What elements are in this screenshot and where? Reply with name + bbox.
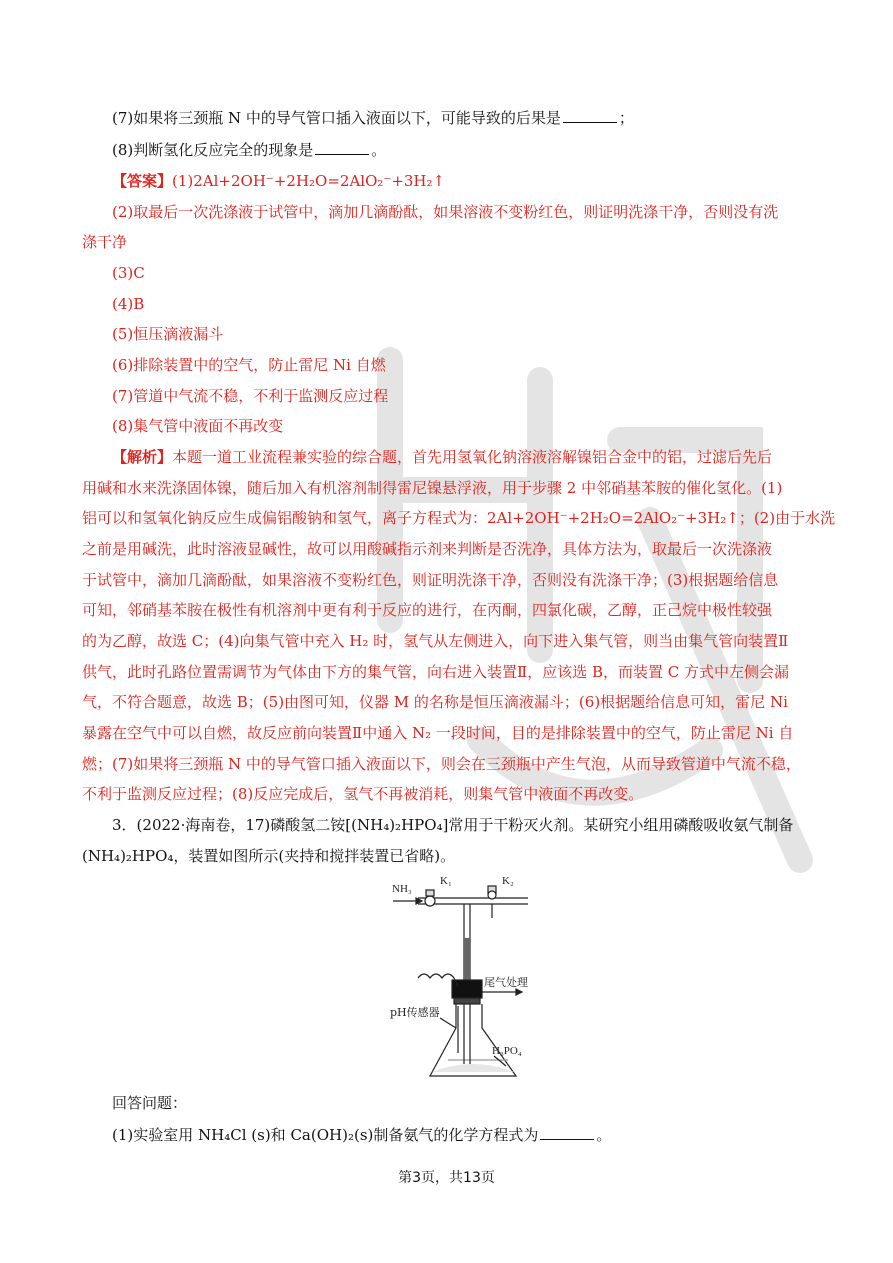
question-7-end: ； [618, 109, 634, 127]
analysis-line-1 [112, 446, 772, 468]
h3po4-label: H₃PO₄ [492, 1045, 522, 1057]
answer-6: (6)排除装置中的空气，防止雷尼 Ni 自燃 [112, 356, 386, 374]
answer-3: (3)C [112, 264, 145, 282]
answer-4: (4)B [112, 295, 145, 313]
ph-sensor-label: pH传感器 [390, 1006, 440, 1019]
analysis-line-8: 供气，此时孔路位置需调节为气体由下方的集气管，向右进入装置Ⅱ，应该选 B，而装置 C 方式中左侧会漏 [82, 663, 790, 681]
question-8-text: (8)判断氢化反应完全的现象是 [112, 141, 314, 159]
answer-line-1 [112, 170, 445, 192]
page-footer: 第3页，共13页 [398, 1170, 495, 1186]
analysis-line-7: 的为乙醇，故选 C；(4)向集气管中充入 H₂ 时，氢气从左侧进入，向下进入集气管，则当由集气管向装置Ⅱ [82, 632, 789, 650]
answer-5: (5)恒压滴液漏斗 [112, 325, 224, 343]
k2-label: K₂ [502, 875, 514, 887]
answer-7: (7)管道中气流不稳，不利于监测反应过程 [112, 387, 389, 405]
sub-question-1-text: (1)实验室用 NH₄Cl (s)和 Ca(OH)₂(s)制备氨气的化学方程式为 [112, 1126, 539, 1144]
sub-question-1-end: 。 [596, 1126, 612, 1144]
analysis-line-2: 用碱和水来洗涤固体镍，随后加入有机溶剂制得雷尼镍悬浮液，用于步骤 2 中邻硝基苯胺的催化氢化。(1) [82, 479, 783, 497]
tail-gas-label: 尾气处理 [484, 976, 528, 989]
nh3-label: NH₃ [392, 883, 412, 895]
analysis-line-4: 之前是用碱洗，此时溶液显碱性，故可以用酸碱指示剂来判断是否洗净，具体方法为，取最后一次洗涤液 [82, 540, 773, 558]
question-8 [112, 139, 386, 161]
answer-prompt: 回答问题： [112, 1094, 188, 1112]
analysis-line-5: 于试管中，滴加几滴酚酞，如果溶液不变粉红色，则证明洗涤干净，否则没有洗涤干净；(3)根据题给信息 [82, 571, 779, 589]
question-7-text: (7)如果将三颈瓶 N 中的导气管口插入液面以下，可能导致的后果是 [112, 109, 561, 127]
question-7 [112, 107, 634, 129]
analysis-line-10: 暴露在空气中可以自燃，故反应前向装置Ⅱ中通入 N₂ 一段时间，目的是排除装置中的空气，防止雷尼 Ni 自 [82, 724, 794, 742]
analysis-line-6: 可知，邻硝基苯胺在极性有机溶剂中更有利于反应的进行，在丙酮，四氯化碳，乙醇，正己烷中极性较强 [82, 601, 773, 619]
analysis-line-12: 不利于监测反应过程；(8)反应完成后，氢气不再被消耗，则集气管中液面不再改变。 [82, 785, 644, 803]
k1-label: K₁ [440, 875, 452, 887]
question-3-line-2: (NH₄)₂HPO₄，装置如图所示(夹持和搅拌装置已省略)。 [82, 847, 456, 865]
analysis-text: 本题一道工业流程兼实验的综合题，首先用氢氧化钠溶液溶解镍铝合金中的铝，过滤后先后 [172, 448, 773, 466]
sub-question-1 [112, 1124, 611, 1146]
answer-1: (1)2Al+2OH⁻+2H₂O=2AlO₂⁻+3H₂↑ [172, 172, 446, 190]
question-8-end: 。 [371, 141, 387, 159]
answer-blank [540, 1125, 594, 1140]
analysis-line-11: 燃；(7)如果将三颈瓶 N 中的导气管口插入液面以下，则会在三颈瓶中产生气泡，从而导致管道中气流不稳， [82, 755, 801, 773]
answer-2-line-1: (2)取最后一次洗涤液于试管中，滴加几滴酚酞，如果溶液不变粉红色，则证明洗涤干净，否则没有洗 [112, 203, 779, 221]
analysis-line-3: 铝可以和氢氧化钠反应生成偏铝酸钠和氢气，离子方程式为：2Al+2OH⁻+2H₂O=2AlO₂⁻+3H₂↑；(2)由于水洗 [82, 509, 836, 527]
analysis-line-9: 气，不符合题意，故选 B；(5)由图可知，仪器 M 的名称是恒压滴液漏斗；(6)根据题给信息可知，雷尼 Ni [82, 693, 788, 711]
answer-tag: 【答案】 [112, 172, 173, 190]
apparatus-diagram [388, 868, 558, 1083]
answer-8: (8)集气管中液面不再改变 [112, 417, 284, 435]
analysis-tag: 【解析】 [112, 448, 173, 466]
answer-blank [563, 108, 617, 123]
question-3-line-1: 3．(2022·海南卷，17)磷酸氢二铵[(NH₄)₂HPO₄]常用于干粉灭火剂。某研究小组用磷酸吸收氨气制备 [112, 816, 794, 834]
answer-blank [315, 140, 369, 155]
answer-2-line-2: 涤干净 [82, 233, 128, 251]
